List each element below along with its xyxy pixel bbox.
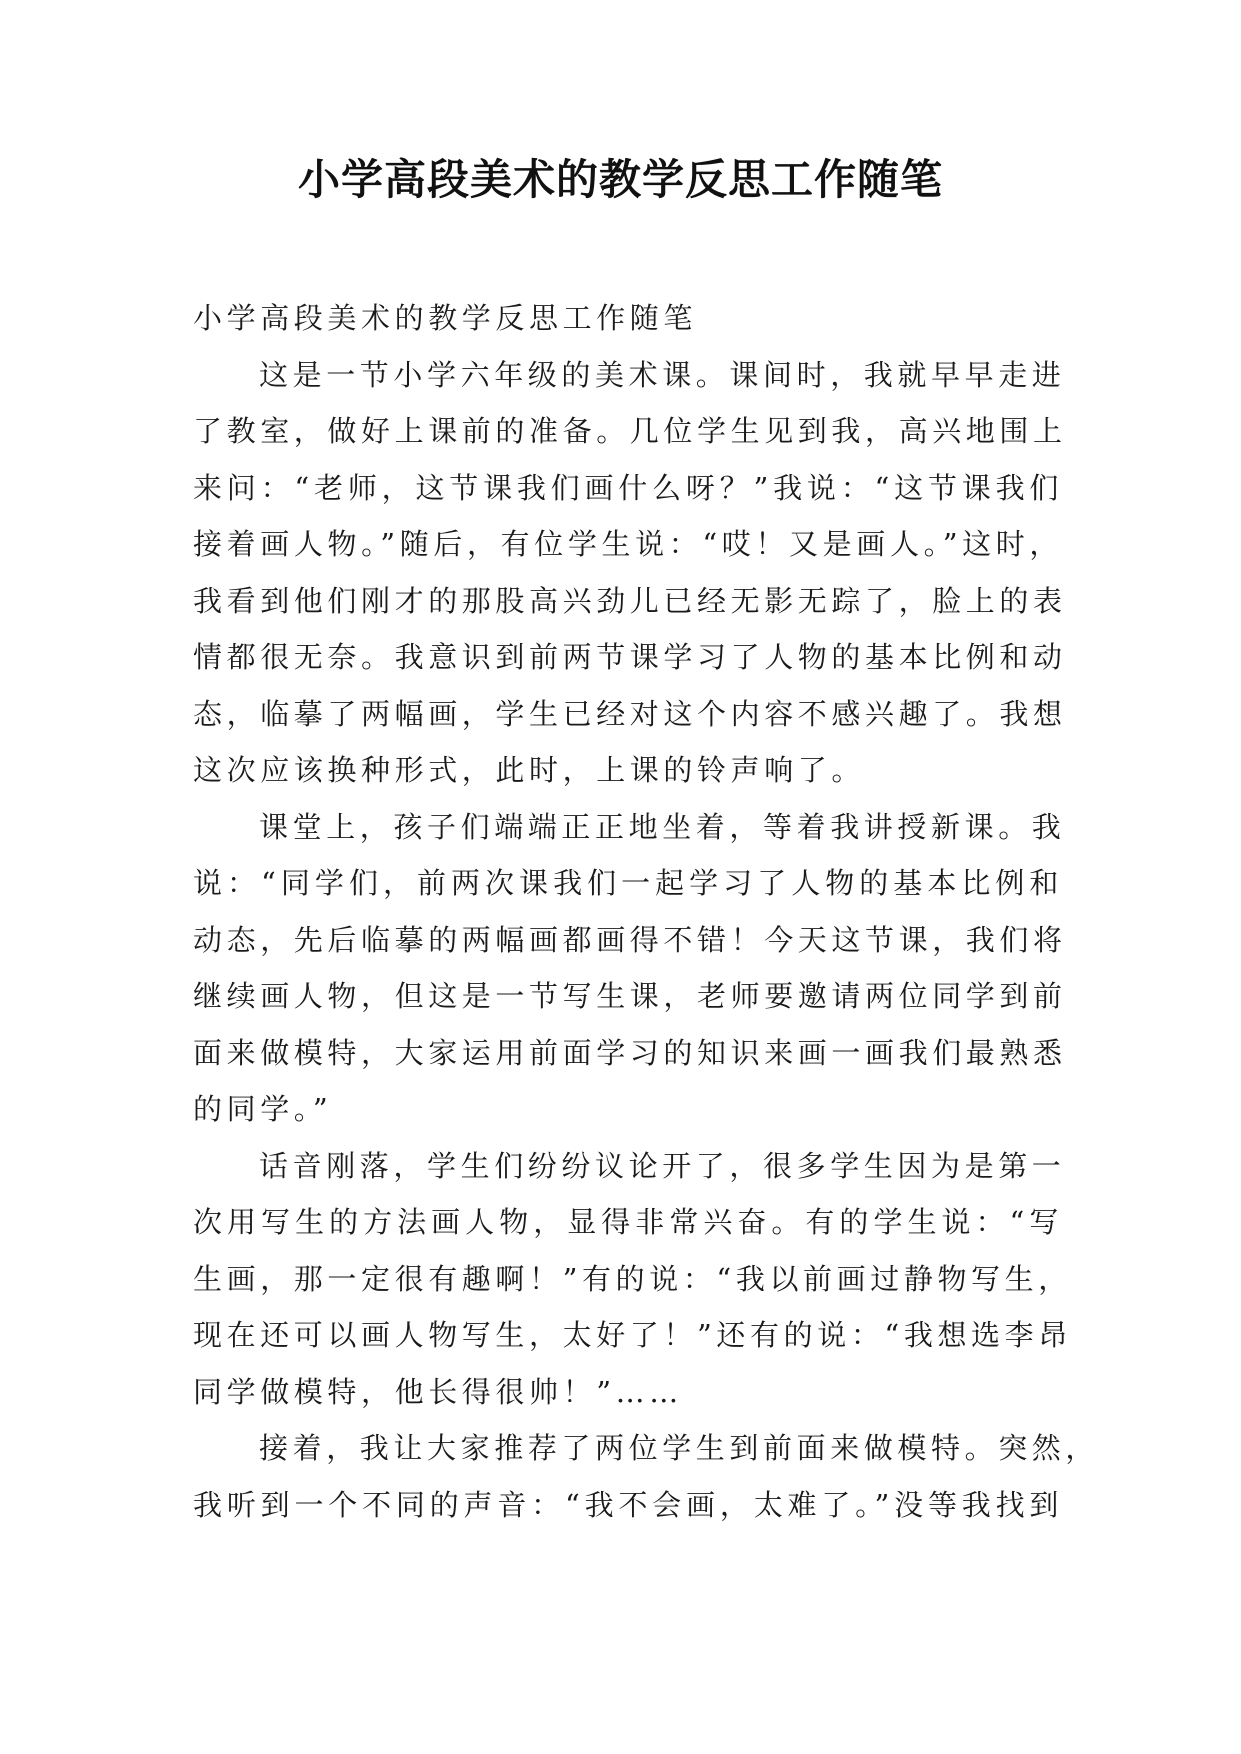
paragraph-line: 动态，先后临摹的两幅画都画得不错！今天这节课，我们将 [193,922,1067,957]
paragraph-line: 来问：“老师，这节课我们画什么呀？”我说：“这节课我们 [193,470,1063,505]
paragraph-line: 我听到一个不同的声音：“我不会画，太难了。”没等我找到 [193,1487,1063,1522]
paragraph-line: 我看到他们刚才的那股高兴劲儿已经无影无踪了，脸上的表 [193,583,1067,618]
paragraph-line: 同学做模特，他长得很帅！”…… [193,1374,683,1409]
document-body [193,290,1100,1533]
paragraph-line: 说：“同学们，前两次课我们一起学习了人物的基本比例和 [193,866,1063,900]
paragraph-line: 现在还可以画人物写生，太好了！”还有的说：“我想选李昂 [193,1318,1072,1352]
paragraph-line: 情都很无奈。我意识到前两节课学习了人物的基本比例和动 [193,640,1067,674]
paragraph-line: 次用写生的方法画人物，显得非常兴奋。有的学生说：“写 [193,1205,1063,1239]
paragraph-4 [193,1420,1100,1533]
paragraph-line: 接着画人物。”随后，有位学生说：“哎！又是画人。”这时， [193,527,1063,561]
paragraph-2 [193,799,1067,1138]
paragraph-line: 这是一节小学六年级的美术课。课间时，我就早早走进 [259,357,1066,392]
paragraph-3 [193,1138,1072,1421]
document-subtitle: 小学高段美术的教学反思工作随笔 [193,301,698,335]
paragraph-line: 这次应该换种形式，此时，上课的铃声响了。 [193,753,866,787]
paragraph-line: 的同学。” [193,1092,333,1126]
paragraph-1 [193,347,1067,799]
paragraph-line: 生画，那一定很有趣啊！”有的说：“我以前画过静物写生， [193,1261,1072,1296]
paragraph-line: 接着，我让大家推荐了两位学生到前面来做模特。突然， [259,1431,1100,1465]
paragraph-line: 课堂上，孩子们端端正正地坐着，等着我讲授新课。我 [259,809,1066,844]
paragraph-line: 继续画人物，但这是一节写生课，老师要邀请两位同学到前 [193,979,1067,1013]
paragraph-line: 态，临摹了两幅画，学生已经对这个内容不感兴趣了。我想 [193,696,1067,731]
paragraph-line: 了教室，做好上课前的准备。几位学生见到我，高兴地围上 [193,414,1067,448]
document-title: 小学高段美术的教学反思工作随笔 [297,155,943,204]
paragraph-line: 面来做模特，大家运用前面学习的知识来画一画我们最熟悉 [193,1035,1067,1070]
paragraph-line: 话音刚落，学生们纷纷议论开了，很多学生因为是第一 [259,1148,1066,1183]
